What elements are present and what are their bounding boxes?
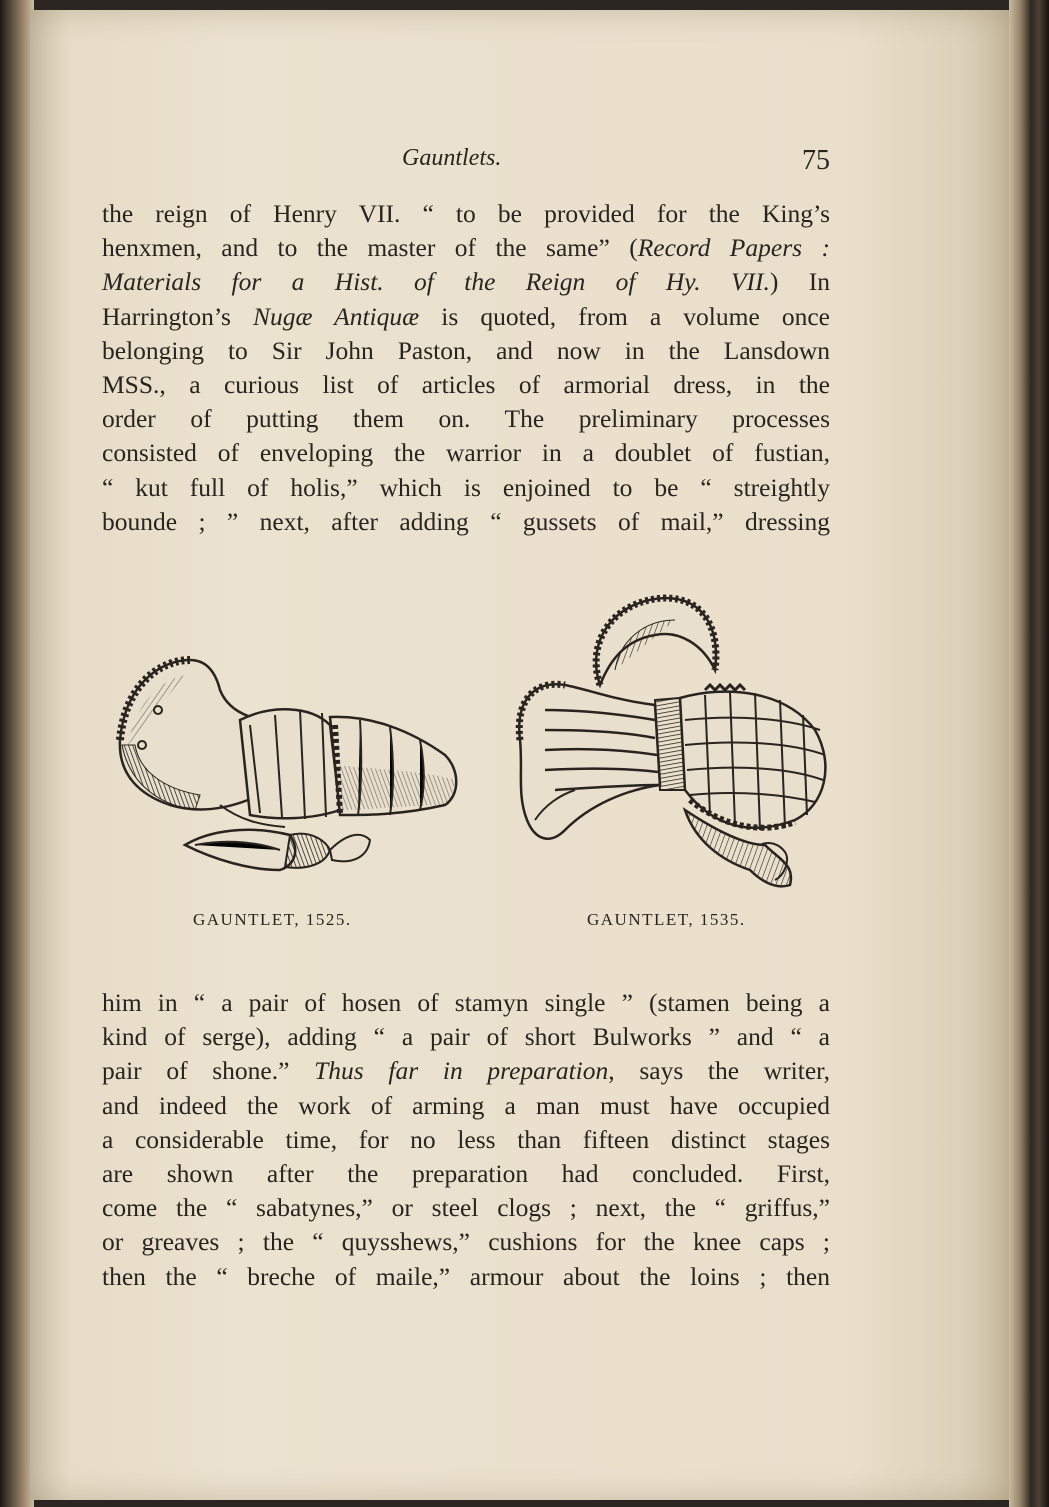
running-head: [100, 145, 830, 185]
text-line: Materials for a Hist. of the Reign of Hy. VII.) In: [102, 267, 831, 297]
book-gutter: [0, 0, 34, 1507]
text-line: belonging to Sir John Paston, and now in the Lansdown: [102, 335, 830, 365]
text-line: a considerable time, for no less than fifteen distinct stages: [102, 1124, 830, 1154]
text-line: are shown after the preparation had concluded. First,: [102, 1159, 830, 1189]
text-line: then the “ breche of maile,” armour about the loins ; then: [102, 1261, 830, 1291]
text-line: or greaves ; the “ quysshews,” cushions for the knee caps ;: [102, 1227, 830, 1257]
italic-title: Nugæ Antiquæ: [253, 301, 420, 331]
text-line: kind of serge), adding “ a pair of short Bulworks ” and “ a: [102, 1022, 830, 1052]
italic-citation: Materials for a Hist. of the Reign of Hy. VII.: [102, 267, 770, 297]
text-line: “ kut full of holis,” which is enjoined to be “ streightly: [102, 472, 830, 502]
text-line: consisted of enveloping the warrior in a doublet of fustian,: [102, 438, 830, 468]
text-line: the reign of Henry VII. “ to be provided for the King’s: [102, 199, 830, 228]
text-line: bounde ; ” next, after adding “ gussets of mail,” dressing: [102, 506, 830, 536]
text-line: and indeed the work of arming a man must have occupied: [102, 1090, 830, 1120]
figure-caption-1525: GAUNTLET, 1525.: [193, 910, 352, 929]
text-line: Harrington’s Nugæ Antiquæ is quoted, from a volume once: [102, 301, 831, 331]
bottom-paragraph: [102, 986, 830, 1294]
text-line: him in “ a pair of hosen of stamyn single ” (stamen being a: [102, 988, 830, 1017]
text-line: come the “ sabatynes,” or steel clogs ; next, the “ griffus,”: [102, 1193, 830, 1223]
text-line: order of putting them on. The preliminary processes: [102, 404, 830, 434]
gauntlet-1535-illustration: [505, 590, 835, 895]
gauntlet-1525-illustration: [100, 645, 470, 895]
text-line: pair of shone.” Thus far in preparation, says the writer,: [102, 1056, 830, 1086]
italic-citation: Record Papers :: [637, 233, 830, 263]
italic-phrase: Thus far in preparation: [314, 1056, 609, 1086]
text-line: MSS., a curious list of articles of armorial dress, in the: [102, 370, 830, 400]
figure-caption-1535: GAUNTLET, 1535.: [587, 910, 746, 929]
page-number: 75: [802, 145, 830, 176]
text-line: henxmen, and to the master of the same” (Record Papers :: [102, 233, 830, 263]
running-title: Gauntlets.: [402, 145, 502, 171]
top-paragraph: [102, 197, 830, 539]
page-edges: [1009, 0, 1049, 1507]
